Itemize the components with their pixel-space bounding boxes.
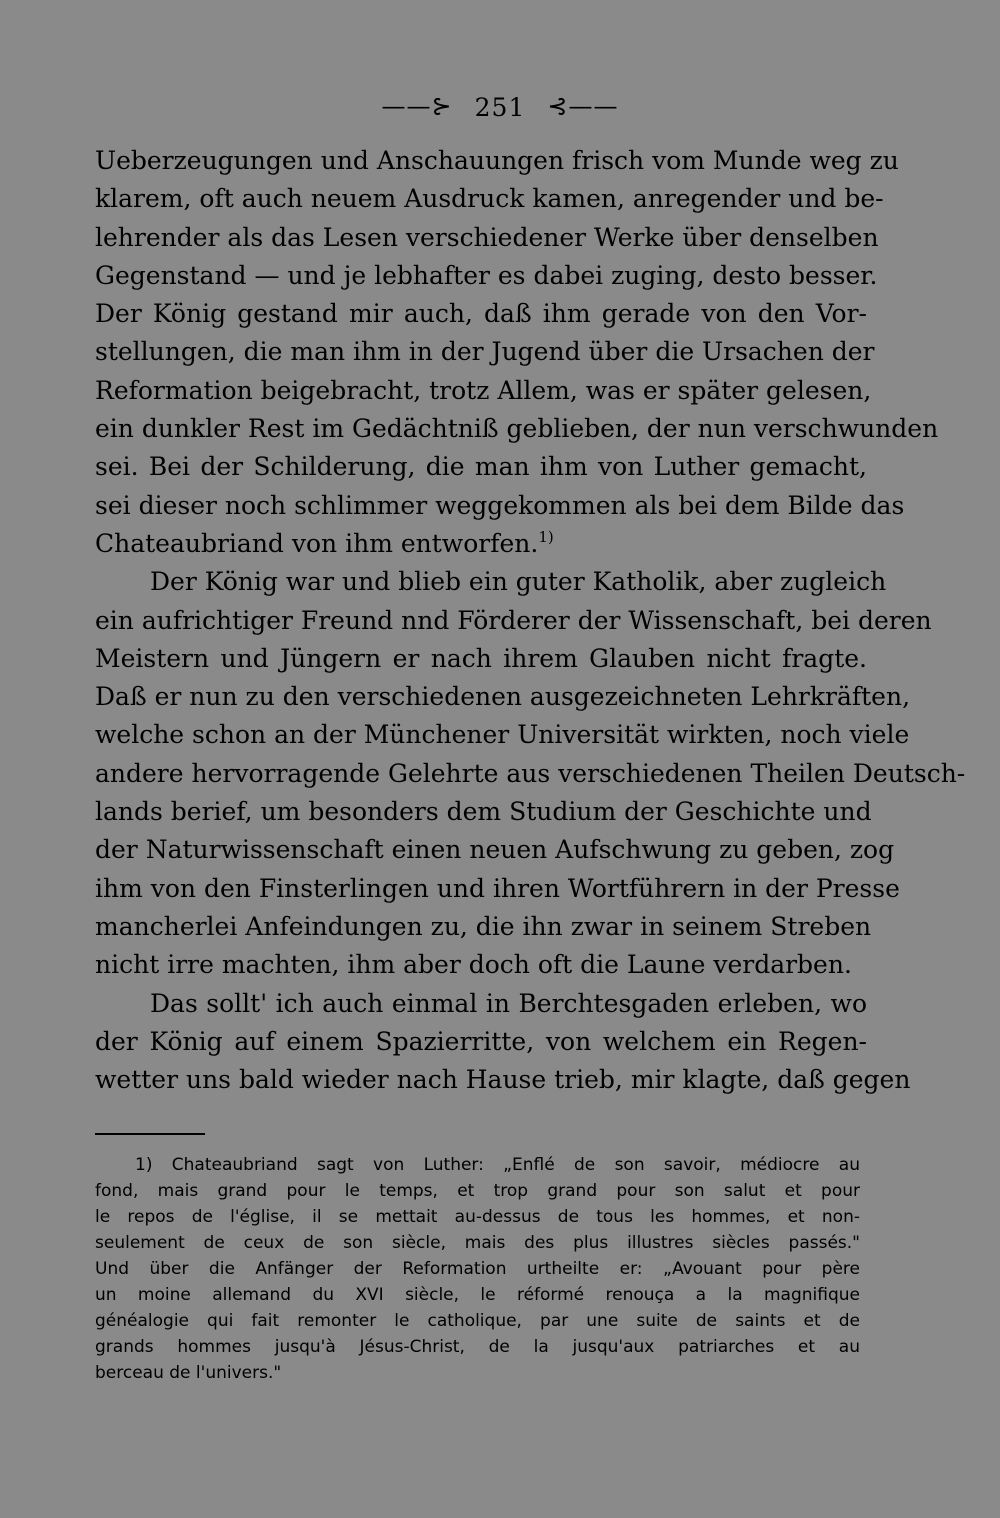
text-line: nicht irre machten, ihm aber doch oft die Laune verdarben.: [95, 950, 852, 980]
left-ornament: ——⊱: [381, 92, 453, 120]
footnotes: [95, 1152, 860, 1386]
text-line: sei dieser noch schlimmer weggekommen als bei dem Bilde das: [95, 490, 905, 520]
text-line: [95, 525, 867, 563]
text-line: Das sollt' ich auch einmal in Berchtesgaden erleben, wo: [150, 988, 867, 1018]
text-line: Meistern und Jüngern er nach ihrem Glauben nicht fragte.: [95, 643, 867, 673]
footnote-reference: 1): [538, 527, 554, 546]
main-text: [95, 142, 966, 1099]
text-line: andere hervorragende Gelehrte aus verschiedenen Theilen Deutsch-: [95, 758, 966, 788]
text-line: Der König war und blieb ein guter Katholik, aber zugleich: [150, 567, 887, 597]
text-line: Ueberzeugungen und Anschauungen frisch vom Munde weg zu: [95, 146, 899, 175]
right-ornament: ⊰——: [547, 92, 619, 120]
text-line: mancherlei Anfeindungen zu, die ihn zwar in seinem Streben: [95, 911, 872, 941]
text-line: ein dunkler Rest im Gedächtniß geblieben, der nun verschwunden: [95, 414, 939, 444]
footnote-line: généalogie qui fait remonter le catholique, par une suite de saints et de: [95, 1311, 860, 1331]
text-line: lands berief, um besonders dem Studium der Geschichte und: [95, 797, 872, 827]
footnote-line: berceau de l'univers.": [95, 1363, 282, 1383]
footnote-line: le repos de l'église, il se mettait au-dessus de tous les hommes, et non-: [95, 1207, 860, 1227]
footnote-line: grands hommes jusqu'à Jésus-Christ, de la jusqu'aux patriarches et au: [95, 1337, 860, 1357]
text-line: klarem, oft auch neuem Ausdruck kamen, anregender und be-: [95, 184, 884, 214]
text-line: der König auf einem Spazierritte, von welchem ein Regen-: [95, 1026, 867, 1056]
text-line: ein aufrichtiger Freund nnd Förderer der Wissenschaft, bei deren: [95, 605, 932, 635]
text-line: Reformation beigebracht, trotz Allem, was er später gelesen,: [95, 375, 872, 405]
footnote-line: un moine allemand du XVI siècle, le réformé renouça a la magnifique: [95, 1285, 860, 1305]
footnote-line: 1) Chateaubriand sagt von Luther: „Enflé de son savoir, médiocre au: [135, 1155, 860, 1175]
page-header: [0, 92, 1000, 122]
text-line-content: Chateaubriand von ihm entworfen.: [95, 528, 539, 558]
footnote-divider: [95, 1133, 205, 1135]
text-line: Der König gestand mir auch, daß ihm gerade von den Vor-: [95, 299, 867, 329]
text-line: Gegenstand — und je lebhafter es dabei zuging, desto besser.: [95, 260, 878, 290]
page-number: 251: [474, 93, 526, 122]
footnote-line: fond, mais grand pour le temps, et trop grand pour son salut et pour: [95, 1181, 860, 1201]
text-line: Daß er nun zu den verschiedenen ausgezeichneten Lehrkräften,: [95, 682, 911, 712]
text-line: welche schon an der Münchener Universität wirkten, noch viele: [95, 720, 910, 750]
text-line: ihm von den Finsterlingen und ihren Wortführern in der Presse: [95, 873, 900, 903]
text-line: wetter uns bald wieder nach Hause trieb, mir klagte, daß gegen: [95, 1065, 911, 1095]
text-line: sei. Bei der Schilderung, die man ihm von Luther gemacht,: [95, 452, 867, 482]
footnote-line: seulement de ceux de son siècle, mais des plus illustres siècles passés.": [95, 1233, 860, 1253]
footnote-line: Und über die Anfänger der Reformation urtheilte er: „Avouant pour père: [95, 1259, 860, 1279]
text-line: stellungen, die man ihm in der Jugend über die Ursachen der: [95, 337, 875, 367]
text-line: der Naturwissenschaft einen neuen Aufschwung zu geben, zog: [95, 835, 895, 865]
text-line: lehrender als das Lesen verschiedener Werke über denselben: [95, 222, 879, 252]
